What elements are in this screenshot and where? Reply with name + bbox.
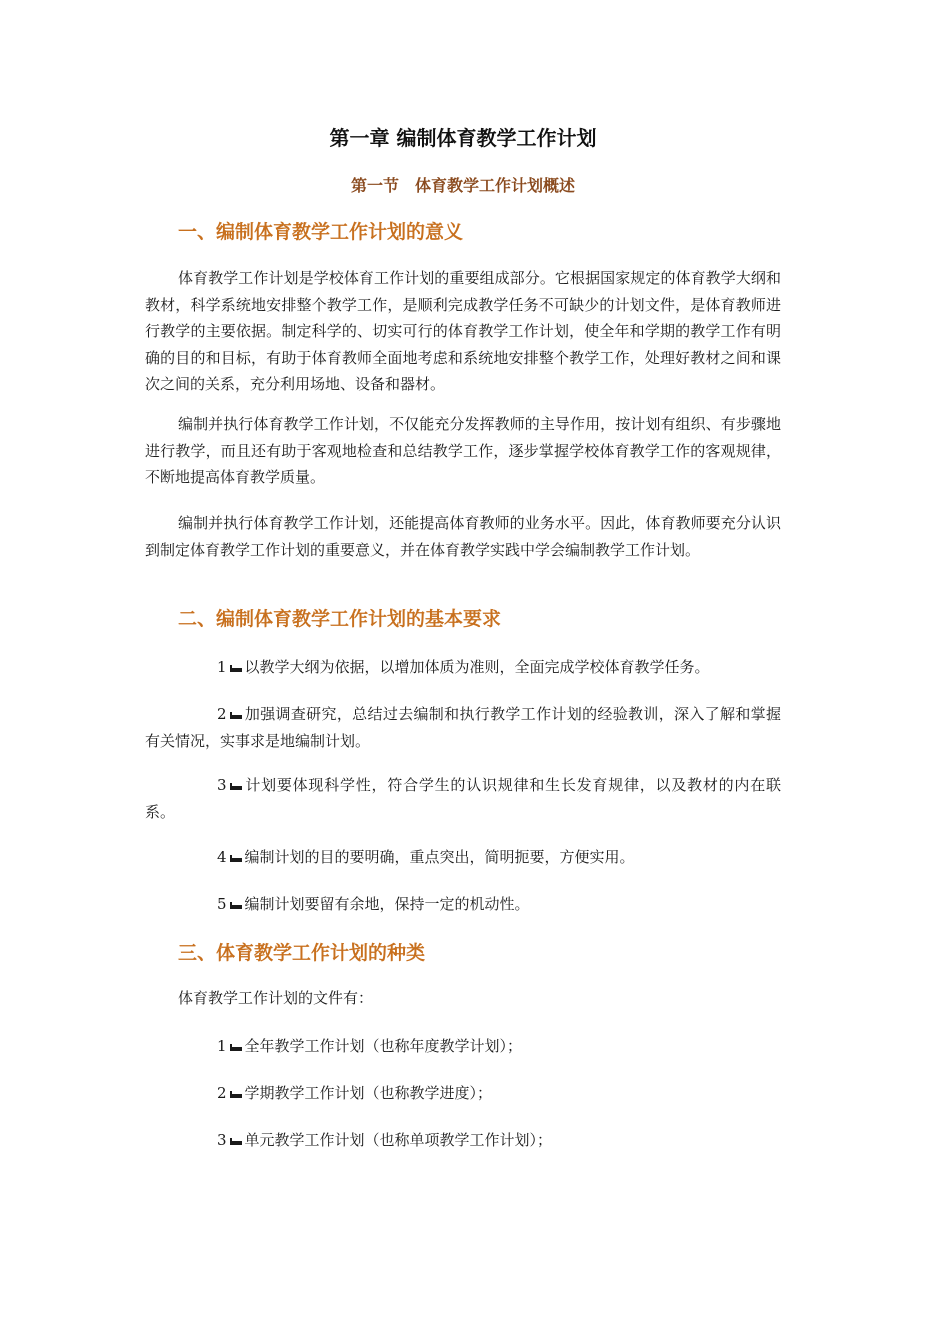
list-number: 2 xyxy=(217,705,227,723)
list-item-text: 以教学大纲为依据，以增加体质为准则，全面完成学校体育教学任务。 xyxy=(244,658,710,676)
list-separator-icon xyxy=(229,661,243,673)
list-item-text: 编制计划的目的要明确，重点突出，简明扼要，方便实用。 xyxy=(244,848,635,866)
heading-significance: 一、编制体育教学工作计划的意义 xyxy=(178,221,464,243)
type-item-3 xyxy=(145,1127,781,1154)
list-item-text: 计划要体现科学性，符合学生的认识规律和生长发育规律，以及教材的内在联系。 xyxy=(145,776,781,821)
heading-requirements: 二、编制体育教学工作计划的基本要求 xyxy=(178,608,502,630)
list-item-text: 编制计划要留有余地，保持一定的机动性。 xyxy=(244,895,530,913)
list-number: 3 xyxy=(217,1131,227,1149)
requirement-item-4 xyxy=(145,844,781,871)
list-number: 1 xyxy=(217,658,227,676)
list-number: 2 xyxy=(217,1084,227,1102)
paragraph-significance-3: 编制并执行体育教学工作计划，还能提高体育教师的业务水平。因此，体育教师要充分认识到制定体育教学工作计划的重要意义，并在体育教学实践中学会编制教学工作计划。 xyxy=(145,514,781,559)
type-item-2 xyxy=(145,1080,781,1107)
chapter-title: 第一章 编制体育教学工作计划 xyxy=(329,126,597,150)
list-separator-icon xyxy=(229,1134,243,1146)
list-item-text: 加强调查研究，总结过去编制和执行教学工作计划的经验教训，深入了解和掌握有关情况，实事求是地编制计划。 xyxy=(145,705,781,750)
paragraph-significance-2: 编制并执行体育教学工作计划，不仅能充分发挥教师的主导作用，按计划有组织、有步骤地进行教学，而且还有助于客观地检查和总结教学工作，逐步掌握学校体育教学工作的客观规律，不断地提高体育教学质量。 xyxy=(145,415,781,486)
paragraph-significance-1: 体育教学工作计划是学校体育工作计划的重要组成部分。它根据国家规定的体育教学大纲和教材，科学系统地安排整个教学工作，是顺利完成教学任务不可缺少的计划文件，是体育教师进行教学的主要依据。制定科学的、切实可行的体育教学工作计划，使全年和学期的教学工作有明确的目的和目标，有助于体育教师全面地考虑和系统地安排整个教学工作，处理好教材之间和课次之间的关系，充分利用场地、设备和器材。 xyxy=(145,269,781,393)
list-separator-icon xyxy=(229,1040,243,1052)
list-number: 1 xyxy=(217,1037,227,1055)
list-separator-icon xyxy=(229,851,243,863)
list-item-text: 学期教学工作计划（也称教学进度）； xyxy=(244,1084,493,1102)
list-separator-icon xyxy=(229,708,243,720)
types-intro: 体育教学工作计划的文件有： xyxy=(178,989,374,1007)
list-item-text: 全年教学工作计划（也称年度教学计划）； xyxy=(244,1037,523,1055)
section-title: 第一节 体育教学工作计划概述 xyxy=(350,176,575,195)
requirement-item-2 xyxy=(145,701,781,754)
list-number: 3 xyxy=(217,776,227,794)
heading-types: 三、体育教学工作计划的种类 xyxy=(178,942,426,964)
list-separator-icon xyxy=(229,779,243,791)
requirement-item-3 xyxy=(145,772,781,825)
list-separator-icon xyxy=(229,898,243,910)
list-separator-icon xyxy=(229,1087,243,1099)
requirement-item-5 xyxy=(145,891,781,918)
type-item-1 xyxy=(145,1033,781,1060)
list-number: 5 xyxy=(217,895,227,913)
requirement-item-1 xyxy=(145,654,781,681)
list-number: 4 xyxy=(217,848,227,866)
list-item-text: 单元教学工作计划（也称单项教学工作计划）； xyxy=(244,1131,553,1149)
